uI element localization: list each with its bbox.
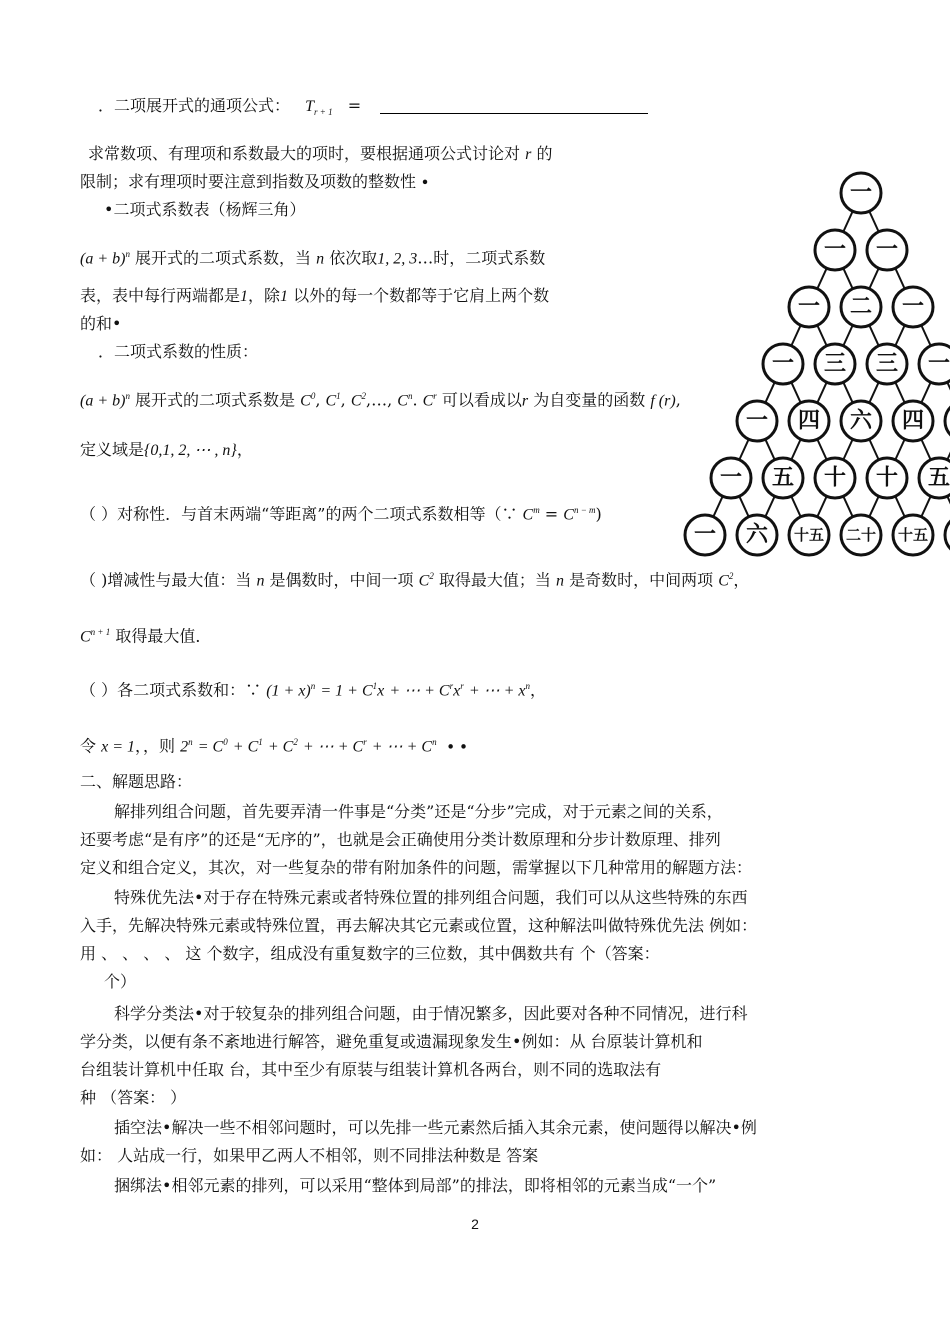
pascal-node-label: 三 [875, 351, 899, 377]
text: 解决一些不相邻问题时，可以先排一些元素然后插入其余元素，使问题得以解决 [171, 1118, 732, 1137]
text: 例 [740, 1118, 757, 1137]
math-C: C [350, 392, 362, 410]
math-x: x [453, 682, 461, 700]
text-line [80, 244, 545, 269]
pascal-node [867, 344, 907, 384]
math-C: C [563, 506, 574, 524]
text: （ ）对称性．与首末两端“等距离”的两个二项式系数相等（∵ [80, 504, 518, 524]
text: 取得最大值． [115, 626, 212, 646]
text: （ )增减性与最大值：当 [80, 570, 252, 590]
page-number: 2 [471, 1216, 479, 1232]
math-sup: n + 1 [90, 627, 111, 637]
pascal-node [841, 287, 881, 327]
paragraph-line [80, 858, 752, 878]
math-sup: n [188, 737, 193, 747]
math-ab: (a + b) [80, 392, 126, 410]
text: 取得最大值；当 [438, 570, 551, 590]
pascal-node-label: 一 [875, 237, 899, 263]
math-sum: = C [197, 738, 224, 756]
math-sup: m [533, 505, 540, 515]
pascal-node-label: 五 [771, 465, 795, 491]
text: 令 [80, 736, 97, 756]
math-r: r [525, 146, 532, 163]
text: 用 、 、 、 、 这 个数字，组成没有重复数字的三位数，其中偶数共有 个（答案： [80, 944, 660, 963]
text: 科学分类法 [114, 1004, 195, 1023]
pascal-node [841, 173, 881, 213]
math-n: n [316, 250, 325, 268]
math-n: n [556, 572, 565, 590]
pascal-node-label: 二 [849, 294, 873, 320]
pascal-node-circle [945, 515, 950, 555]
pascal-node [893, 401, 933, 441]
math-fr: f (r) [650, 392, 676, 410]
paragraph-line [104, 972, 136, 992]
text: 定义域是 [80, 440, 145, 459]
math-C: C [80, 628, 91, 646]
text-line: 令 x = 1，，则 $2^n = C^0 + C^1 + C^2$ + ⋯ + $C^r$ + ⋯ + $C^n$ ∙ ∙ [80, 736, 468, 756]
paragraph-line [80, 1146, 538, 1166]
math-C: C [422, 392, 434, 410]
text: 种 （答案： ） [80, 1088, 187, 1107]
pascal-node-label: 十五 [793, 526, 825, 544]
math-sum: + ⋯ + C [302, 738, 364, 756]
math-sup: n − m [573, 505, 596, 515]
pascal-node-label: 十 [823, 465, 847, 491]
pascal-node [737, 515, 777, 555]
pascal-node [789, 287, 829, 327]
text: 还要考虑“是有序”的还是“无序的”，也就是会正确使用分类计数原理和分步计数原理、排列 [80, 830, 721, 849]
pascal-node-label: 一 [693, 522, 717, 548]
text: 展开式的二项式系数是 [135, 390, 296, 410]
paragraph-line: 学分类，以便有条不紊地进行解答，避免重复或遗漏现象发生•例如：从 台原装计算机和 [80, 1032, 703, 1051]
math-sup: r [449, 681, 454, 691]
text: 表，表中每行两端都是 [80, 286, 241, 305]
pascal-node [945, 515, 950, 555]
math-sub: r + 1 [314, 107, 333, 118]
math-one: 1 [280, 288, 289, 305]
text: ．二项式系数的性质： [98, 342, 259, 361]
pascal-node [789, 515, 829, 555]
text: 对于较复杂的排列组合问题，由于情况繁多，因此要对各种不同情况，进行科 [203, 1004, 748, 1023]
text: 学分类，以便有条不紊地进行解答，避免重复或遗漏现象发生 [80, 1032, 513, 1051]
math-sup: 2 [728, 571, 734, 581]
text: （ ）各二项式系数和：∵ [80, 680, 262, 700]
paragraph-line [80, 1060, 661, 1080]
pascal-node [841, 401, 881, 441]
text: 个） [104, 972, 137, 991]
text: 二项式系数表（杨辉三角） [113, 200, 306, 219]
math-C: C [300, 392, 311, 410]
text-line: （ ）各二项式系数和：∵ $(1 + x)^n = 1 + C^1x$ + ⋯ + $C^rx^r$ + ⋯ + $x^n$， [80, 680, 547, 700]
math-sup: n [125, 249, 130, 259]
answer-blank [380, 99, 648, 114]
math-sum: + C [232, 738, 259, 756]
math-C: C [397, 392, 408, 410]
pascal-node-label: 一 [719, 465, 743, 491]
math-ab: (a + b) [80, 250, 126, 268]
text: 二、解题思路： [80, 772, 193, 791]
pascal-node [685, 515, 725, 555]
math-sum: + C [267, 738, 294, 756]
paragraph-line [80, 830, 721, 850]
text: 为自变量的函数 [533, 390, 646, 410]
pascal-node-label: 六 [745, 522, 769, 548]
section-heading [80, 772, 192, 792]
text-line: $(a + b)^n$ 展开式的二项式系数是 $C^0$, $C^1$, $C^2,\dots$, $C^n$. $C^r$ 可以看成以r 为自变量的函数 f (r), [80, 390, 681, 410]
math-sup: n [310, 681, 316, 691]
pascal-node-label: 一 [849, 180, 873, 206]
math-dots: … [371, 390, 388, 410]
pascal-node [893, 515, 933, 555]
math-sup: n [525, 681, 531, 691]
pascal-node [893, 287, 933, 327]
math-x: x = 1 [101, 738, 136, 756]
text-line: （ )增减性与最大值：当 n 是偶数时，中间一项 $C^2$ 取得最大值；当 n 是奇数时，中间两项 $C^2$， [80, 570, 750, 590]
text: 台组装计算机中任取 台，其中至少有原装与组装计算机各两台，则不同的选取法有 [80, 1060, 662, 1079]
math-sum: (1 + x) [266, 682, 311, 700]
pascal-node [763, 344, 803, 384]
pascal-node-circle [945, 401, 950, 441]
math-seq: 1, 2, 3 [377, 250, 418, 268]
pascal-node-label: 一 [797, 294, 821, 320]
text: 如： 人站成一行，如果甲乙两人不相邻，则不同排法种数是 答案 [80, 1146, 539, 1165]
math-sup: r [460, 681, 464, 691]
text: 的和 [80, 314, 113, 333]
pascal-node [789, 401, 829, 441]
text: 捆绑法 [114, 1176, 163, 1195]
math-sup: 2 [429, 571, 434, 581]
math-eq: = [347, 96, 362, 115]
pascal-node-label: 十 [875, 465, 899, 491]
text-line: （ ）对称性．与首末两端“等距离”的两个二项式系数相等（∵ $C^m = C^{n - m}$) [80, 504, 602, 524]
math-T: T [305, 98, 315, 115]
paragraph-line: 捆绑法•相邻元素的排列，可以采用“整体到局部”的排法，即将相邻的元素当成“一个” [114, 1176, 717, 1195]
math-sup: 1 [372, 681, 378, 691]
text: 定义和组合定义，其次，对一些复杂的带有附加条件的问题，需掌握以下几种常用的解题方法： [80, 858, 753, 877]
text: 可以看成以 [441, 390, 522, 410]
pascal-node-label: 三 [823, 351, 847, 377]
pascal-node-label: 一 [771, 351, 795, 377]
math-sup: 0 [223, 737, 228, 747]
paragraph-line: 插空法•解决一些不相邻问题时，可以先排一些元素然后插入其余元素，使问题得以解决•例 [114, 1118, 757, 1137]
text-line [88, 144, 552, 165]
text: ，则 [143, 736, 176, 756]
pascal-node-label: 一 [927, 351, 950, 377]
math-sum: + ⋯ + C [371, 738, 433, 756]
math-sup: r [433, 391, 437, 401]
text: 以外的每一个数都等于它肩上两个数 [293, 286, 550, 305]
pascal-node [711, 458, 751, 498]
text: 求常数项、有理项和系数最大的项时，要根据通项公式讨论对 [88, 144, 521, 163]
math-sum: + ⋯ + x [468, 682, 526, 700]
text: 是奇数时，中间两项 [569, 570, 714, 590]
formula-line [98, 96, 648, 122]
paragraph-line: 科学分类法•对于较复杂的排列组合问题，由于情况繁多，因此要对各种不同情况，进行科 [114, 1004, 748, 1023]
math-sup: 1 [258, 737, 263, 747]
math-two: 2 [180, 738, 189, 756]
text-line: 的和• [80, 314, 122, 333]
math-one: 1 [240, 288, 249, 305]
text: 的 [536, 144, 553, 163]
pascal-node-label: 五 [927, 465, 950, 491]
pascal-node [815, 230, 855, 270]
math-sum: = 1 + C [320, 682, 373, 700]
pascal-node [737, 401, 777, 441]
math-sum: + ⋯ + C [389, 682, 450, 700]
text: 是偶数时，中间一项 [269, 570, 414, 590]
heading-text: ．二项展开式的通项公式： [98, 96, 291, 115]
section-title: •二项式系数表（杨辉三角） [104, 200, 306, 219]
math-sup: 2 [293, 737, 298, 747]
pascal-node [919, 458, 950, 498]
pascal-node-label: 一 [901, 294, 925, 320]
text: 对于存在特殊元素或者特殊位置的排列组合问题，我们可以从这些特殊的东西 [203, 888, 748, 907]
text: 入手，先解决特殊元素或特殊位置，再去解决其它元素或位置，这种解法叫做特殊优先法 例如： [80, 916, 758, 935]
pascal-node [841, 515, 881, 555]
pascal-triangle-figure [660, 160, 950, 572]
math-r: r [521, 392, 529, 410]
paragraph-line [80, 1088, 186, 1108]
text-line: 限制；求有理项时要注意到指数及项数的整数性 ∙ [80, 172, 429, 191]
pascal-node [919, 344, 950, 384]
text-line [80, 622, 211, 647]
pascal-node-label: 十五 [897, 526, 929, 544]
math-sup: 2 [361, 391, 367, 401]
math-sup: 0 [310, 391, 316, 401]
math-domain: {0,1, 2, ⋯ , n} [144, 442, 237, 459]
text: 特殊优先法 [114, 888, 195, 907]
text-line: 定义域是{0,1, 2, ⋯ , n}， [80, 440, 253, 459]
text: ，除 [248, 286, 281, 305]
text: 限制；求有理项时要注意到指数及项数的整数性 [80, 172, 417, 191]
pascal-node [945, 401, 950, 441]
math-sup: n [432, 737, 437, 747]
paragraph-line [114, 802, 723, 822]
math-sup: n [125, 391, 130, 401]
math-x: x [377, 682, 385, 700]
paragraph-line [80, 916, 757, 936]
text: 展开式的二项式系数，当 [135, 248, 312, 268]
text: 解排列组合问题，首先要弄清一件事是“分类”还是“分步”完成，对于元素之间的关系， [114, 802, 723, 821]
math-sup: 1 [336, 391, 341, 401]
pascal-node [815, 458, 855, 498]
pascal-node-label: 一 [745, 408, 769, 434]
text: 插空法 [114, 1118, 163, 1137]
section-title [98, 342, 258, 362]
pascal-node-label: 四 [901, 408, 925, 434]
math-C: C [522, 506, 534, 524]
paragraph-line [80, 944, 660, 964]
text: 依次取 [329, 248, 378, 268]
math-C: C [325, 392, 337, 410]
math-n: n [256, 572, 265, 590]
pascal-node-label: 一 [823, 237, 847, 263]
pascal-node-label: 四 [797, 408, 821, 434]
pascal-node-label: 二十 [845, 526, 877, 544]
text: …时，二项式系数 [417, 248, 546, 268]
pascal-node [867, 458, 907, 498]
math-sup: r [363, 737, 367, 747]
pascal-node [815, 344, 855, 384]
math-sup: n [407, 391, 413, 401]
text: 相邻元素的排列，可以采用“整体到局部”的排法，即将相邻的元素当成“一个” [171, 1176, 717, 1195]
pascal-node [763, 458, 803, 498]
math-C: C [418, 572, 430, 590]
pascal-node [867, 230, 907, 270]
pascal-node-label: 六 [849, 408, 873, 434]
text: 例如：从 台原装计算机和 [521, 1032, 703, 1051]
text-line [80, 286, 549, 307]
paragraph-line: 特殊优先法•对于存在特殊元素或者特殊位置的排列组合问题，我们可以从这些特殊的东西 [114, 888, 748, 907]
math-C: C [718, 572, 729, 590]
